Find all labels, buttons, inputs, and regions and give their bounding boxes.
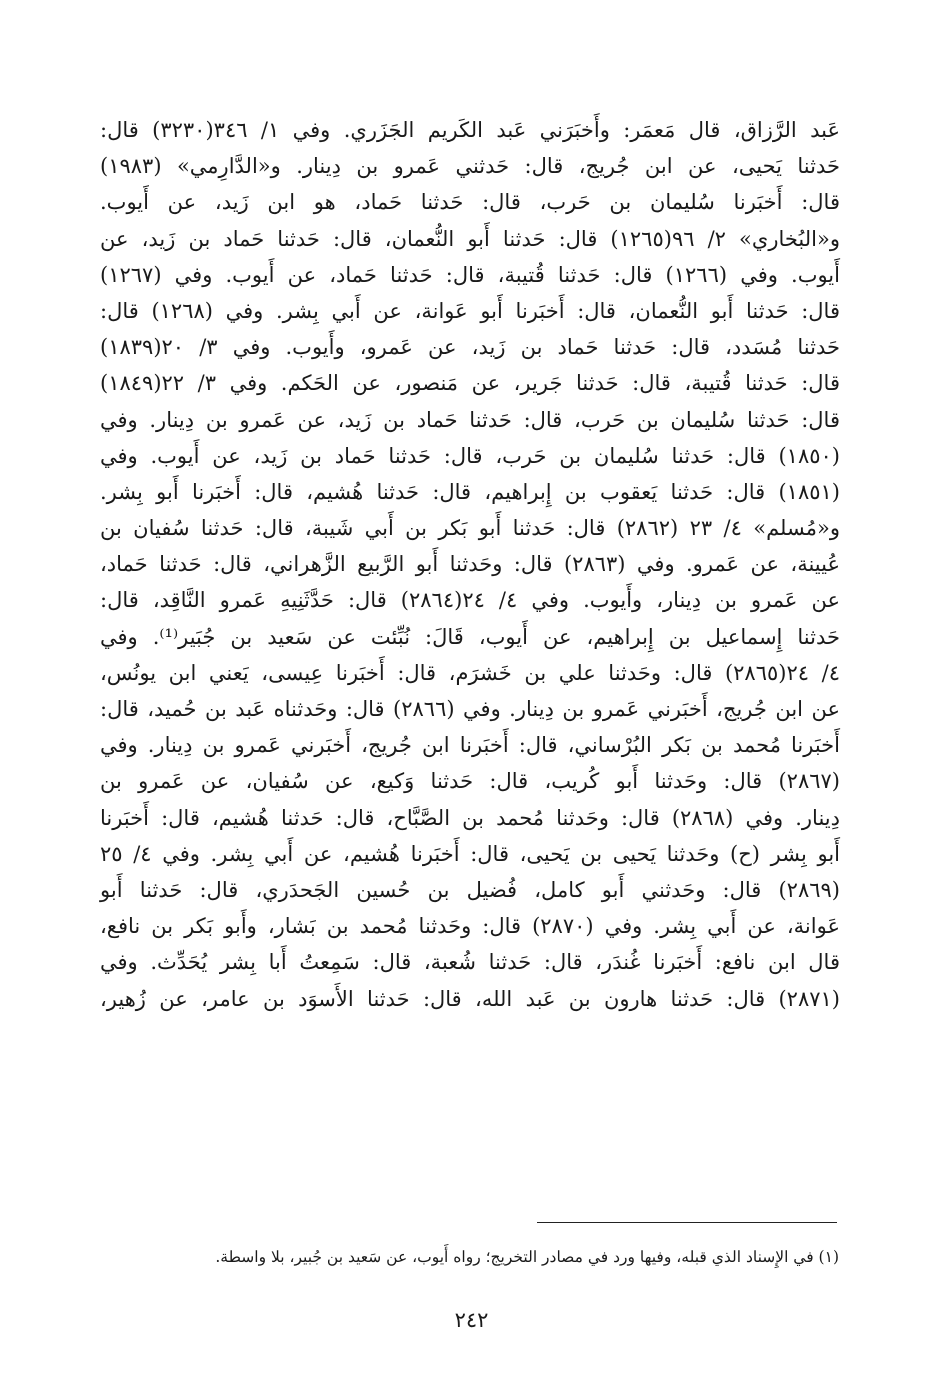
text-line: قال: حَدثنا قُتيبة، قال: حَدثنا جَرير، عن مَنصور، عن الحَكم. وفي ٣/ ٢٢(١٨٤٩) (100, 371, 840, 396)
text-line: (١٨٥٠) قال: حَدثنا سُليمان بن حَرب، قال: حَدثنا حَماد بن زَيد، عن أَيوب. وفي (100, 443, 840, 468)
text-line: و«مُسلم» ٤/ ٢٣ (٢٨٦٢) قال: حَدثنا أَبو بَكر بن أَبي شَيبة، قال: حَدثنا سُفيان بن (100, 516, 840, 541)
text-line: عُيينة، عن عَمرو. وفي (٢٨٦٣) قال: وحَدثنا أَبو الرَّبيع الزَّهراني، قال: حَدثنا حَماد، (100, 552, 841, 577)
text-line: عَبد الرَّزاق، قال مَعمَر: وأَخبَرَني عَبد الكَريم الجَزَري. وفي ١/ ٣٤٦(٣٢٣٠) قال: (100, 118, 840, 142)
text-line: أَخبَرنا مُحمد بن بَكر البُرْساني، قال: أَخبَرنا ابن جُريج، أَخبَرني عَمرو بن دِينار. وفي (100, 733, 840, 758)
text-line: قال: أَخبَرنا سُليمان بن حَرب، قال: حَدثنا حَماد، هو ابن زَيد، عن أَيوب. (100, 190, 840, 215)
text-line: أَبو بِشر (ح) وحَدثنا يَحيى بن يَحيى، قال: أَخبَرنا هُشيم، عن أَبي بِشر. وفي ٤/ ٢٥ (100, 841, 840, 866)
footnote-separator (537, 1222, 837, 1223)
text-line: قال: حَدثنا سُليمان بن حَرب، قال: حَدثنا حَماد بن زَيد، عن عَمرو بن دِينار. وفي (100, 407, 840, 432)
text-line: ٤/ ٢٤(٢٨٦٥) قال: وحَدثنا علي بن خَشرَم، قال: أَخبَرنا عِيسى، يَعني ابن يونُس، (100, 660, 840, 685)
text-line: عَوانة، عن أَبي بِشر. وفي (٢٨٧٠) قال: وحَدثنا مُحمد بن بَشار، وأَبو بَكر بن نافع، (100, 914, 840, 939)
page-number: ٢٤٢ (454, 1308, 489, 1332)
text-line: حَدثنا مُسَدد، قال: حَدثنا حَماد بن زَيد، عن عَمرو، وأَيوب. وفي ٣/ ٢٠(١٨٣٩) (100, 335, 840, 360)
text-line: حَدثنا إِسماعيل بن إِبراهيم، عن أَيوب، قَالَ: نُبِّئت عن سَعيد بن جُبَير⁽¹⁾. وفي (100, 624, 840, 649)
text-line: عن عَمرو بن دِينار، وأَيوب. وفي ٤/ ٢٤(٢٨٦٤) قال: حَدَّثَنِيهِ عَمرو النَّاقِد، قال: (100, 588, 840, 613)
text-line: (٢٨٦٧) قال: وحَدثنا أَبو كُريب، قال: حَدثنا وَكيع، عن سُفيان، عن عَمرو بن (100, 769, 840, 794)
text-line: قال: حَدثنا أَبو النُّعمان، قال: أَخبَرنا أَبو عَوانة، عن أَبي بِشر. وفي (١٢٦٨) قال: (100, 298, 840, 323)
footnote: (١) في الإِسناد الذي قبله، وفيها ورد في مصادر التخريج؛ رواه أَيوب، عن سَعيد بن جُبير، بلا واسطة. (215, 1248, 839, 1266)
text-line: (٢٨٦٩) قال: وحَدثني أَبو كامل، فُضيل بن حُسين الجَحدَري، قال: حَدثنا أَبو (100, 877, 840, 902)
hadith-text (100, 112, 840, 1017)
text-line: و«البُخاري» ٢/ ٩٦(١٢٦٥) قال: حَدثنا أَبو النُّعمان، قال: حَدثنا حَماد بن زَيد، عن (100, 226, 840, 251)
main-text-block (100, 112, 840, 1017)
text-line: عن ابن جُريج، أَخبَرني عَمرو بن دِينار. وفي (٢٨٦٦) قال: وحَدثناه عَبد بن حُميد، قال: (100, 697, 840, 721)
text-line: (٢٨٧١) قال: حَدثنا هارون بن عَبد الله، قال: حَدثنا الأَسوَد بن عامر، عن زُهير، (100, 986, 840, 1011)
text-line: حَدثنا يَحيى، عن ابن جُريج، قال: حَدثني عَمرو بن دِينار. و«الدَّارِمي» (١٩٨٣) (100, 154, 840, 179)
text-line: قال ابن نافع: أَخبَرنا غُندَر، قال: حَدثنا شُعبة، قال: سَمِعتُ أَبا بِشر يُحَدِّث. وفي (100, 950, 840, 975)
text-line: (١٨٥١) قال: حَدثنا يَعقوب بن إِبراهيم، قال: حَدثنا هُشيم، قال: أَخبَرنا أَبو بِشر. (100, 479, 840, 504)
text-line: أَيوب. وفي (١٢٦٦) قال: حَدثنا قُتيبة، قال: حَدثنا حَماد، عن أَيوب. وفي (١٢٦٧) (100, 262, 840, 287)
text-line: دِينار. وفي (٢٨٦٨) قال: وحَدثنا مُحمد بن الصَّبَّاح، قال: حَدثنا هُشيم، قال: أَخبَرنا (100, 805, 840, 830)
